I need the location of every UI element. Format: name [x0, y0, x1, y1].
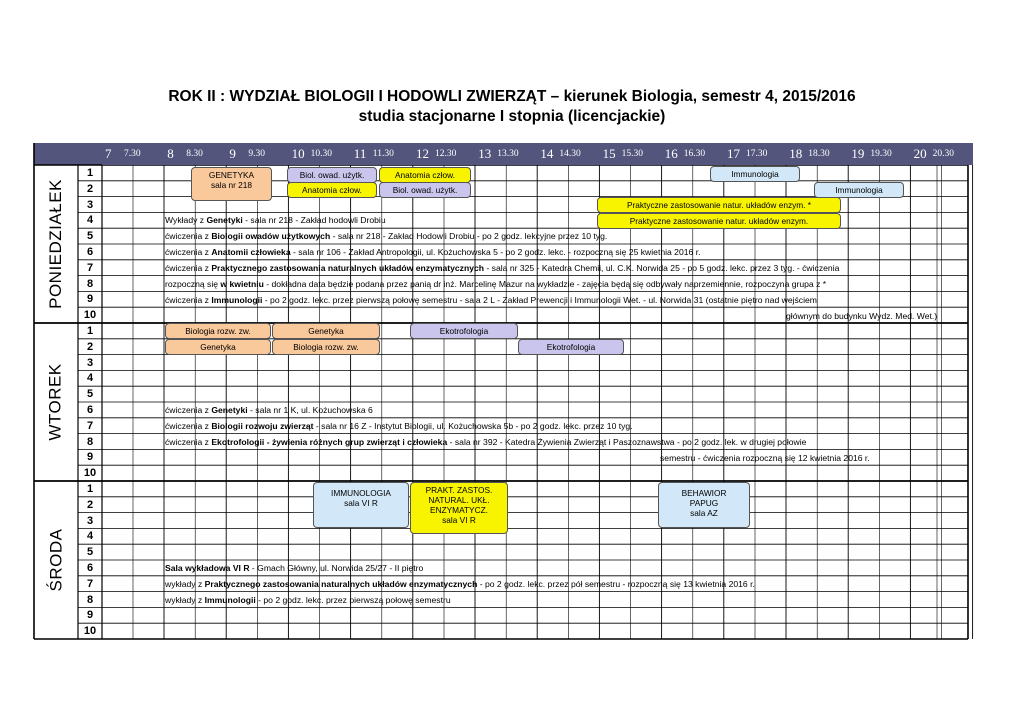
half-hour-label: 11.30	[372, 149, 394, 159]
note-mon-8: rozpoczną się w kwietniu - dokładna data będzie podana przez panią dr inż. Marcelinę Mazur na wykładzie - zajęcia będą się odbywały naprzemiennie, rozpoczyna grupa z *	[165, 279, 827, 289]
row-number: 8	[86, 435, 94, 448]
class-praktyczne-mon-2[interactable]: Praktyczne zastosowanie natur. układów enzym.	[597, 213, 841, 229]
day-label: ŚRODA	[46, 528, 65, 592]
time-header-cell	[662, 143, 724, 165]
row-number: 8	[86, 277, 94, 290]
note-tue-7: ćwiczenia z Biologii rozwoju zwierząt - sala nr 16 Z - Instytut Biologii, ul. Kożuchowska 5b - po 2 godz. lekc. przez 10 tyg.	[165, 421, 633, 431]
hour-label: 20	[913, 146, 927, 161]
time-header-cell	[537, 143, 599, 165]
row-number: 6	[86, 562, 94, 574]
time-header-cell	[226, 143, 288, 165]
row-number: 9	[86, 451, 94, 464]
row-number: 1	[86, 325, 94, 337]
time-header-cell	[600, 143, 662, 165]
hour-label: 11	[353, 146, 367, 161]
note-mon-5: ćwiczenia z Biologii owadów użytkowych - sala nr 218 - Zakład Hodowli Drobiu - po 2 godz. lekcyjne przez 10 tyg.	[165, 231, 608, 241]
row-number: 6	[86, 404, 94, 416]
class-praktyczne-wed[interactable]: PRAKT. ZASTOS. NATURAL. UKŁ. ENZYMATYCZ. sala VI R	[410, 482, 508, 534]
note-mon-4: Wykłady z Genetyki - sala nr 218 - Zakład hodowli Drobiu	[165, 215, 386, 225]
half-hour-label: 20.30	[932, 149, 954, 159]
note-tue-6: ćwiczenia z Genetyki - sala nr 1 K, ul. Kożuchowska 6	[165, 405, 373, 415]
class-anatomia-mon-2[interactable]: Anatomia człow.	[287, 182, 377, 198]
row-number: 3	[86, 198, 94, 211]
class-genetyka-mon[interactable]: GENETYKA sala nr 218	[191, 167, 272, 201]
row-number: 2	[86, 340, 94, 353]
note-mon-10: głównym do budynku Wydz. Med. Wet.)	[786, 311, 938, 321]
half-hour-label: 17.30	[746, 149, 768, 159]
note-mon-7: ćwiczenia z Praktycznego zastosowania naturalnych układów enzymatycznych - sala nr 325 - Katedra Chemii, ul. C.K. Norwida 25 - po 5 godz. lekc. przez 3 tyg. - ćwiczenia	[165, 263, 840, 273]
time-header-cell	[102, 143, 164, 165]
note-wed-7: wykłady z Praktycznego zastosowania naturalnych układów enzymatycznych - po 2 godz. lekc. przez pół semestru - rozpoczną się 13 kwietnia 2016 r.	[165, 579, 755, 589]
half-hour-label: 9.30	[248, 149, 266, 159]
class-ekotrofologia-tue-2[interactable]: Ekotrofologia	[518, 339, 624, 355]
class-ekotrofologia-tue-1[interactable]: Ekotrofologia	[410, 323, 518, 339]
hour-label: 9	[229, 146, 236, 161]
hour-label: 8	[167, 146, 174, 161]
time-header-cell	[848, 143, 910, 165]
half-hour-label: 14.30	[559, 149, 581, 159]
row-number: 3	[86, 514, 94, 527]
row-number: 8	[86, 593, 94, 606]
row-number: 10	[83, 309, 97, 322]
hour-label: 14	[540, 146, 554, 161]
row-number: 4	[86, 214, 94, 227]
class-anatomia-mon-1[interactable]: Anatomia człow.	[379, 167, 471, 183]
row-number: 3	[86, 356, 94, 369]
note-tue-9: semestru - ćwiczenia rozpoczną się 12 kwietnia 2016 r.	[660, 453, 870, 463]
hour-label: 13	[478, 146, 492, 161]
row-number: 7	[86, 577, 94, 590]
hour-label: 17	[727, 146, 740, 161]
class-immunologia-mon-2[interactable]: Immunologia	[814, 182, 904, 198]
half-hour-label: 10.30	[310, 149, 332, 159]
class-biologia-rozw-tue-1[interactable]: Biologia rozw. zw.	[165, 323, 271, 339]
time-header-cell	[786, 143, 848, 165]
row-number: 5	[86, 388, 94, 401]
row-number: 5	[86, 546, 94, 559]
note-mon-9: ćwiczenia z Immunologii - po 2 godz. lekc. przez pierwszą połowę semestru - sala 2 L - Zakład Prewencji i Immunologii Wet. - ul. Norwida 31 (ostatnie piętro nad wejściem	[165, 295, 817, 305]
class-biol-owad-mon-2[interactable]: Biol. owad. użytk.	[379, 182, 471, 198]
row-number: 6	[86, 246, 94, 258]
time-header-cell	[911, 143, 973, 165]
hour-label: 15	[602, 146, 616, 161]
hour-label: 16	[664, 146, 678, 161]
row-number: 2	[86, 498, 94, 511]
half-hour-label: 7.30	[124, 149, 141, 159]
day-label: WTOREK	[46, 363, 65, 441]
row-number: 4	[86, 530, 94, 543]
class-behawior-papug-wed[interactable]: BEHAWIOR PAPUG sala AZ	[658, 482, 750, 528]
hour-label: 12	[416, 146, 429, 161]
row-number: 4	[86, 372, 94, 385]
time-header-cell	[475, 143, 537, 165]
class-immunologia-wed[interactable]: IMMUNOLOGIA sala VI R	[313, 482, 409, 528]
half-hour-label: 8.30	[186, 149, 203, 159]
class-genetyka-tue-2[interactable]: Genetyka	[165, 339, 271, 355]
class-genetyka-tue-1[interactable]: Genetyka	[272, 323, 380, 339]
row-number: 9	[86, 609, 94, 622]
hour-label: 10	[291, 146, 305, 161]
half-hour-label: 12.30	[435, 149, 457, 159]
row-number: 9	[86, 293, 94, 306]
class-praktyczne-mon-1[interactable]: Praktyczne zastosowanie natur. układów enzym. *	[597, 197, 841, 213]
note-tue-8: ćwiczenia z Ekotrofologii - żywienia różnych grup zwierząt i człowieka - sala nr 392 - Katedra Żywienia Zwierząt i Paszoznawstwa - po 2 godz. lek. w drugiej połowie	[165, 437, 807, 447]
class-biologia-rozw-tue-2[interactable]: Biologia rozw. zw.	[272, 339, 380, 355]
hour-label: 19	[851, 146, 865, 161]
half-hour-label: 15.30	[621, 149, 643, 159]
row-number: 1	[86, 483, 94, 495]
class-biol-owad-mon-1[interactable]: Biol. owad. użytk.	[287, 167, 377, 183]
note-wed-6: Sala wykładowa VI R - Gmach Główny, ul. Norwida 25/27 - II piętro	[165, 563, 424, 573]
row-number: 7	[86, 261, 94, 274]
row-number: 7	[86, 419, 94, 432]
row-number: 5	[86, 230, 94, 243]
class-immunologia-mon-1[interactable]: Immunologia	[710, 166, 800, 182]
time-header-cell	[351, 143, 413, 165]
row-number: 10	[83, 467, 97, 480]
time-header-cell	[724, 143, 786, 165]
row-number: 1	[86, 167, 94, 179]
note-mon-6: ćwiczenia z Anatomii człowieka - sala nr 106 - Zakład Antropologii, ul. Kożuchowska 5 - po 2 godz. lekc. - rozpoczną się 25 kwietnia 2016 r.	[165, 247, 701, 257]
time-header-cell	[413, 143, 475, 165]
half-hour-label: 19.30	[870, 149, 892, 159]
half-hour-label: 13.30	[497, 149, 519, 159]
page-subtitle: studia stacjonarne I stopnia (licencjackie)	[358, 108, 666, 125]
hour-label: 18	[789, 146, 803, 161]
half-hour-label: 18.30	[808, 149, 830, 159]
row-number: 2	[86, 182, 94, 195]
time-header-cell	[289, 143, 351, 165]
page-title: ROK II : WYDZIAŁ BIOLOGII I HODOWLI ZWIERZĄT – kierunek Biologia, semestr 4, 2015/2016	[168, 88, 856, 105]
row-number: 10	[83, 625, 97, 638]
time-header-cell	[164, 143, 226, 165]
half-hour-label: 16.30	[683, 149, 706, 159]
hour-label: 7	[105, 146, 112, 161]
note-wed-8: wykłady z Immunologii - po 2 godz. lekc. przez pierwszą połowę semestru	[165, 595, 451, 605]
day-label: PONIEDZIAŁEK	[46, 179, 66, 309]
